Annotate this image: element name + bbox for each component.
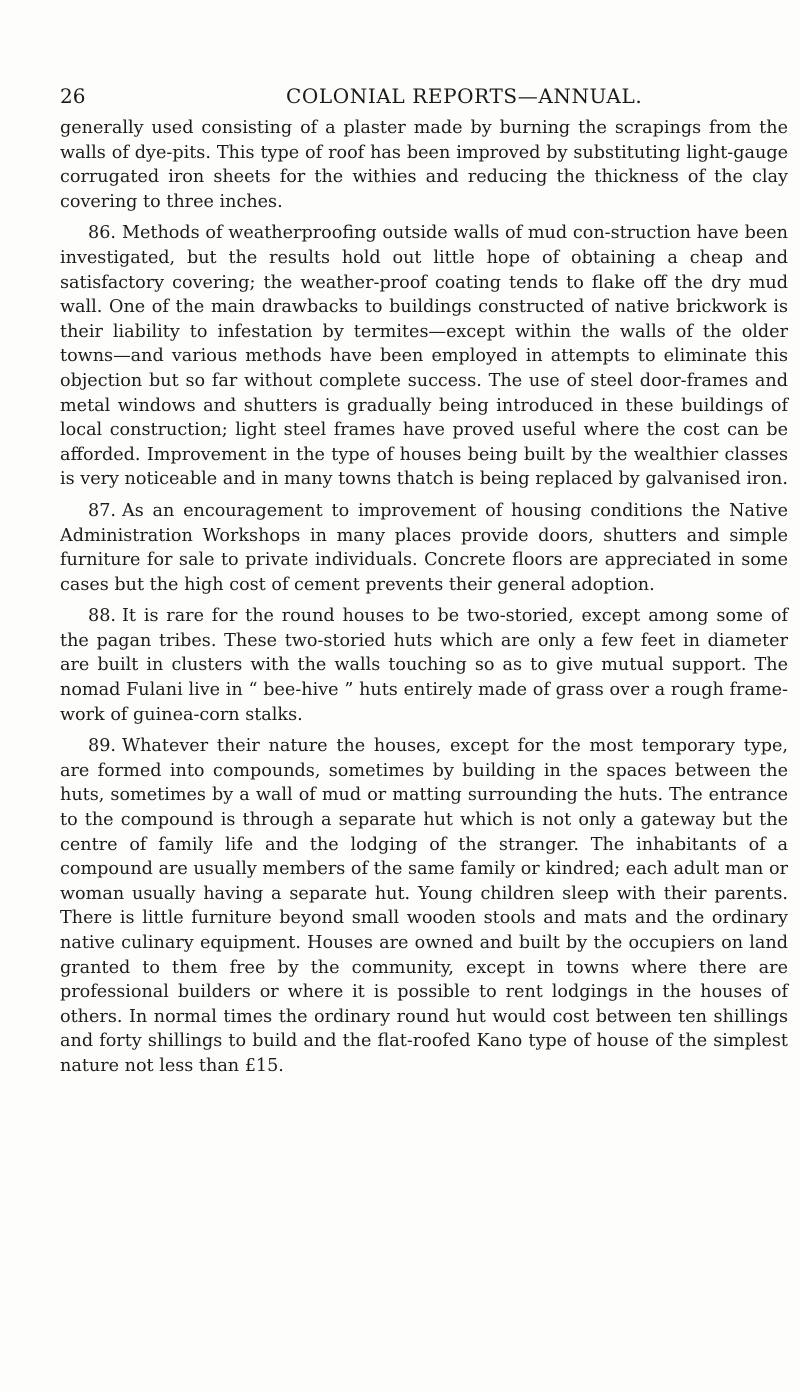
paragraph-text: As an encouragement to improvement of housing conditions the Native Administration Workshops in many places provide doors, shutters and simple furniture for sale to private individuals. Concrete floors are appreciated in some cases but the high cost of cement prevents their general adoption. (60, 500, 788, 595)
paragraph-number: 87. (88, 500, 116, 521)
page-header (40, 84, 800, 110)
paragraph-number: 88. (88, 606, 116, 627)
paragraph-text: Methods of weatherproofing outside walls of mud con-struction have been investigated, but the results hold out little hope of obtaining a cheap and satisfactory covering; the weather-proof coating tends to flake off the dry mud wall. One of the main drawbacks to buildings constructed of native brickwork is their liability to infestation by termites—except within the walls of the older towns—and various methods have been employed in attempts to eliminate this objection but so far without complete success. The use of steel door-frames and metal windows and shutters is gradually being introduced in these buildings of local construction; light steel frames have proved useful where the cost can be afforded. Improvement in the type of houses being built by the wealthier classes is very noticeable and in many towns thatch is being replaced by galvanised iron. (60, 223, 788, 490)
paragraph-86 (60, 221, 788, 492)
paragraph-continuation (60, 116, 788, 214)
paragraph-text: It is rare for the round houses to be two-storied, except among some of the pagan tribes. These two-storied huts which are only a few feet in diameter are built in clusters with the walls touching so as to give mutual support. The nomad Fulani live in “ bee-hive ” huts entirely made of grass over a rough frame-work of guinea-corn stalks. (60, 606, 788, 725)
paragraph-number: 89. (88, 736, 116, 757)
body-text (60, 116, 788, 1086)
running-title: COLONIAL REPORTS—ANNUAL. (286, 84, 643, 108)
paragraph-87 (60, 499, 788, 597)
paragraph-text: Whatever their nature the houses, except for the most temporary type, are formed into compounds, sometimes by building in the spaces between the huts, sometimes by a wall of mud or matting surrounding the huts. The entrance to the compound is through a separate hut which is not only a gateway but the centre of family life and the lodging of the stranger. The inhabitants of a compound are usually members of the same family or kindred; each adult man or woman usually having a separate hut. Young children sleep with their parents. There is little furniture beyond small wooden stools and mats and the ordinary native culinary equipment. Houses are owned and built by the occupiers on land granted to them free by the community, except in towns where there are professional builders or where it is possible to rent lodgings in the houses of others. In normal times the ordinary round hut would cost between ten shillings and forty shillings to build and the flat-roofed Kano type of house of the simplest nature not less than £15. (60, 736, 788, 1076)
paragraph-89 (60, 734, 788, 1078)
paragraph-number: 86. (88, 223, 116, 244)
paragraph-text: generally used consisting of a plaster made by burning the scrapings from the walls of dye-pits. This type of roof has been improved by substituting light-gauge corrugated iron sheets for the withies and reducing the thickness of the clay covering to three inches. (60, 118, 788, 212)
page-number: 26 (60, 84, 86, 108)
paragraph-88 (60, 604, 788, 727)
